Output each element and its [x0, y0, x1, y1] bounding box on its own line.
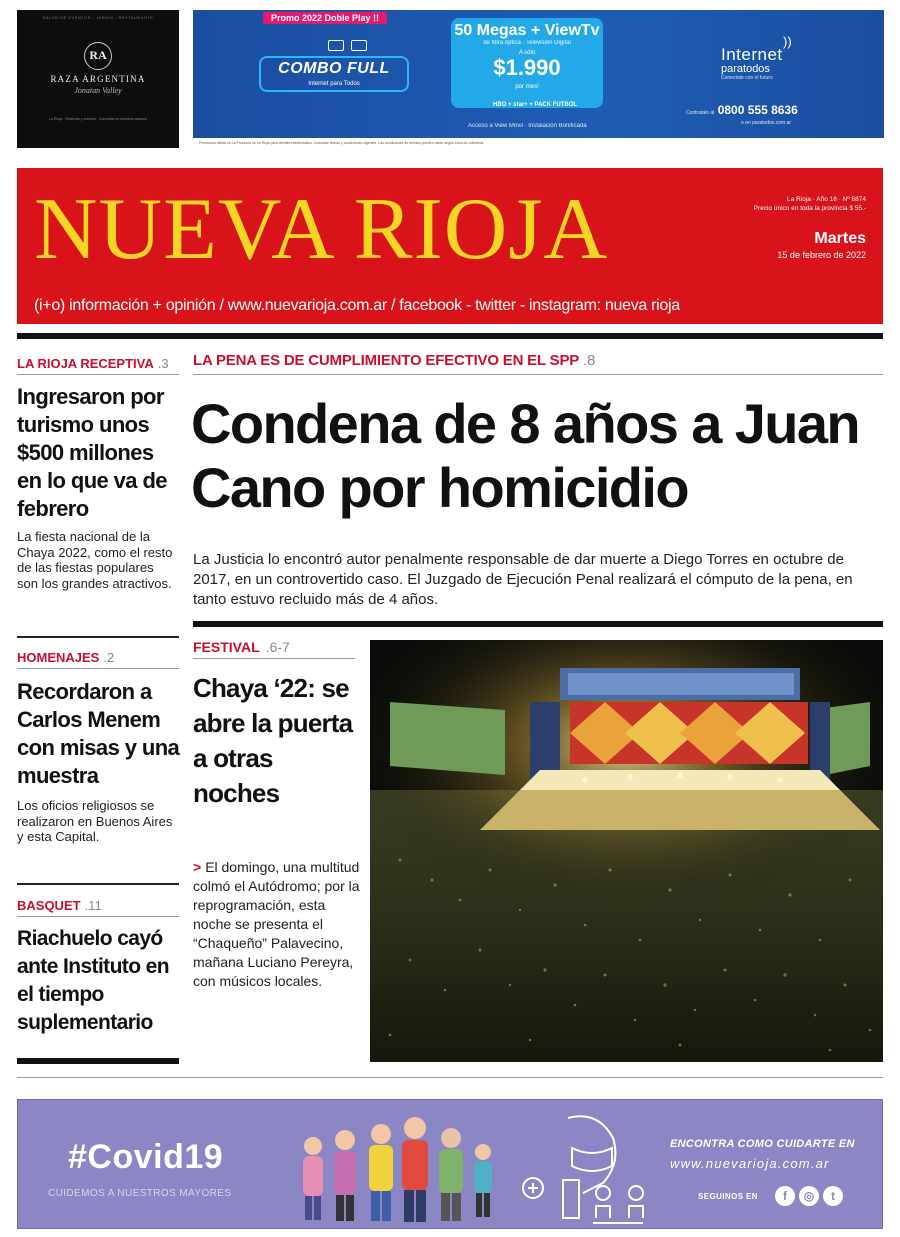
divider: [17, 1077, 883, 1078]
internet-combo-ad[interactable]: [193, 10, 884, 148]
kicker-label: BASQUET: [17, 898, 81, 913]
sidebar-summary-menem: Los oficios religiosos se realizaron en Buenos Aires y esta Capital.: [17, 798, 173, 844]
brand-line-2: paratodos: [721, 63, 770, 75]
raza-argentina-ad[interactable]: [17, 10, 179, 148]
edition-line-1: La Rioja · Año 18 · Nº 6874: [787, 196, 866, 203]
main-story-kicker[interactable]: [193, 352, 595, 369]
follow-label: SEGUINOS EN: [698, 1192, 758, 1201]
masthead-rule: [17, 333, 883, 339]
divider: [17, 883, 179, 885]
kicker-label: HOMENAJES: [17, 650, 100, 665]
combo-title: COMBO FULL: [278, 60, 390, 77]
wifi-icon: )): [783, 34, 792, 49]
price: $1.990: [493, 55, 561, 80]
sidebar-bottom-rule: [17, 1058, 179, 1064]
divider: [17, 636, 179, 638]
festival-lead-text: El domingo, una multitud colmó el Autódromo; por la reprogramación, esta noche se presenta el “Chaqueño” Palavecino, mañana Luciano Pereyra, con músicos locales.: [193, 859, 360, 989]
newspaper-title: NUEVA RIOJA: [34, 181, 609, 278]
kicker-label: LA RIOJA RECEPTIVA: [17, 356, 154, 371]
festival-stage-photo[interactable]: [370, 640, 883, 1062]
price-label: A sólo: [518, 50, 536, 56]
kicker-page: .6-7: [265, 639, 290, 655]
raza-fine-print: La Rioja · Reservas y eventos · Consultas en nuestros salones: [49, 117, 147, 121]
main-story-rule: [193, 621, 883, 627]
ad-legal-text: Promoción válida en La Provincia de La Rioja para clientes residenciales. Consultar fechas y condiciones vigentes. Las condiciones de servicio pueden variar según zona de cobertura.: [193, 138, 884, 148]
megas-subtitle: de fibra óptica · Televisión Digital: [483, 40, 571, 46]
kicker-page: .8: [583, 352, 596, 369]
twitter-icon[interactable]: t: [823, 1186, 843, 1206]
raza-logo: RA: [84, 42, 112, 70]
sidebar-kicker-receptiva[interactable]: [17, 356, 169, 371]
main-story-lead: La Justicia lo encontró autor penalmente responsable de dar muerte a Diego Torres en octubre de 2017, en un controvertido caso. El Juzgado de Ejecución Penal realizará el cómputo de la pena, en tanto estuvo recluido más de 4 años.: [193, 551, 853, 608]
brand-line-1: Internet: [721, 45, 783, 64]
facebook-icon[interactable]: f: [775, 1186, 795, 1206]
megas-offer-box: [451, 18, 603, 108]
main-story-headline[interactable]: Condena de 8 años a Juan Cano por homicidio: [191, 392, 859, 519]
divider: [17, 668, 179, 669]
covid-hashtag: #Covid19: [68, 1138, 224, 1176]
festival-lead: [193, 858, 361, 991]
kicker-page: .3: [157, 356, 169, 371]
instagram-icon[interactable]: ◎: [799, 1186, 819, 1206]
internet-paratodos-brand: [721, 46, 783, 81]
kicker-label: LA PENA ES DE CUMPLIMIENTO EFECTIVO EN EL SPP: [193, 352, 580, 369]
megas-title: 50 Megas + ViewTv: [454, 22, 600, 39]
contact-phone[interactable]: [686, 103, 798, 117]
kicker-page: .2: [103, 650, 115, 665]
edition-date: 15 de febrero de 2022: [777, 250, 866, 260]
festival-headline[interactable]: Chaya ‘22: se abre la puerta a otras noches: [193, 673, 353, 808]
kicker-page: .11: [84, 898, 102, 913]
contact-label: Contratalo al: [686, 110, 715, 116]
masthead-tagline[interactable]: (i+o) información + opinión / www.nuevarioja.com.ar / facebook - twitter - instagram: nueva rioja: [34, 297, 680, 314]
covid-url[interactable]: www.nuevarioja.com.ar: [670, 1156, 830, 1171]
phone-number: 0800 555 8636: [717, 103, 798, 117]
divider: [17, 374, 179, 375]
laptop-icon: [328, 40, 344, 51]
divider: [193, 658, 355, 659]
covid-subline: CUIDEMOS A NUESTROS MAYORES: [48, 1188, 232, 1199]
edition-day: Martes: [814, 230, 866, 247]
sidebar-headline-menem[interactable]: Recordaron a Carlos Menem con misas y una muestra: [17, 679, 180, 788]
ad-web: o en paratodos.com.ar: [741, 120, 792, 126]
mask-hygiene-icon: [508, 1108, 658, 1228]
access-text: Acceso a View Móvil · Instalación Bonificada: [468, 123, 587, 129]
festival-kicker[interactable]: [193, 639, 290, 655]
raza-top-text: SALÓN DE EVENTOS · JARDÍN · RESTAURANTE: [42, 15, 154, 20]
family-illustration: [293, 1108, 503, 1228]
sidebar-headline-turismo[interactable]: Ingresaron por turismo unos $500 millones en lo que va de febrero: [17, 384, 167, 521]
raza-name: RAZA ARGENTINA: [50, 74, 146, 84]
covid-ad[interactable]: [17, 1099, 883, 1229]
sidebar-summary-turismo: La fiesta nacional de la Chaya 2022, como el resto de las fiestas populares son los grandes atractivos.: [17, 529, 173, 591]
sidebar-headline-basquet[interactable]: Riachuelo cayó ante Instituto en el tiempo suplementario: [17, 927, 169, 1034]
monitor-icon: [351, 40, 367, 51]
streaming-logos: HBO + star+ + PACK FUTBOL: [493, 102, 578, 108]
combo-full-box: [259, 56, 409, 92]
divider: [193, 374, 883, 375]
masthead: [17, 168, 883, 324]
raza-subtitle: Jonatan Valley: [74, 86, 122, 95]
stage-crowd-illustration: [370, 640, 883, 1062]
combo-subtitle: Internet para Todos: [308, 81, 360, 87]
promo-badge: Promo 2022 Doble Play !!: [263, 12, 387, 24]
sidebar-kicker-homenajes[interactable]: [17, 650, 114, 665]
price-unit: por mes!: [515, 84, 539, 90]
arrow-icon: >: [193, 859, 202, 875]
kicker-label: FESTIVAL: [193, 639, 260, 655]
edition-info: [754, 195, 866, 213]
covid-cta: ENCONTRA COMO CUIDARTE EN: [670, 1138, 855, 1150]
divider: [17, 916, 179, 917]
edition-line-2: Precio único en toda la provincia $ 55.-: [753, 205, 866, 212]
brand-line-3: Conectate con el futuro: [721, 75, 773, 81]
sidebar-kicker-basquet[interactable]: [17, 898, 102, 913]
